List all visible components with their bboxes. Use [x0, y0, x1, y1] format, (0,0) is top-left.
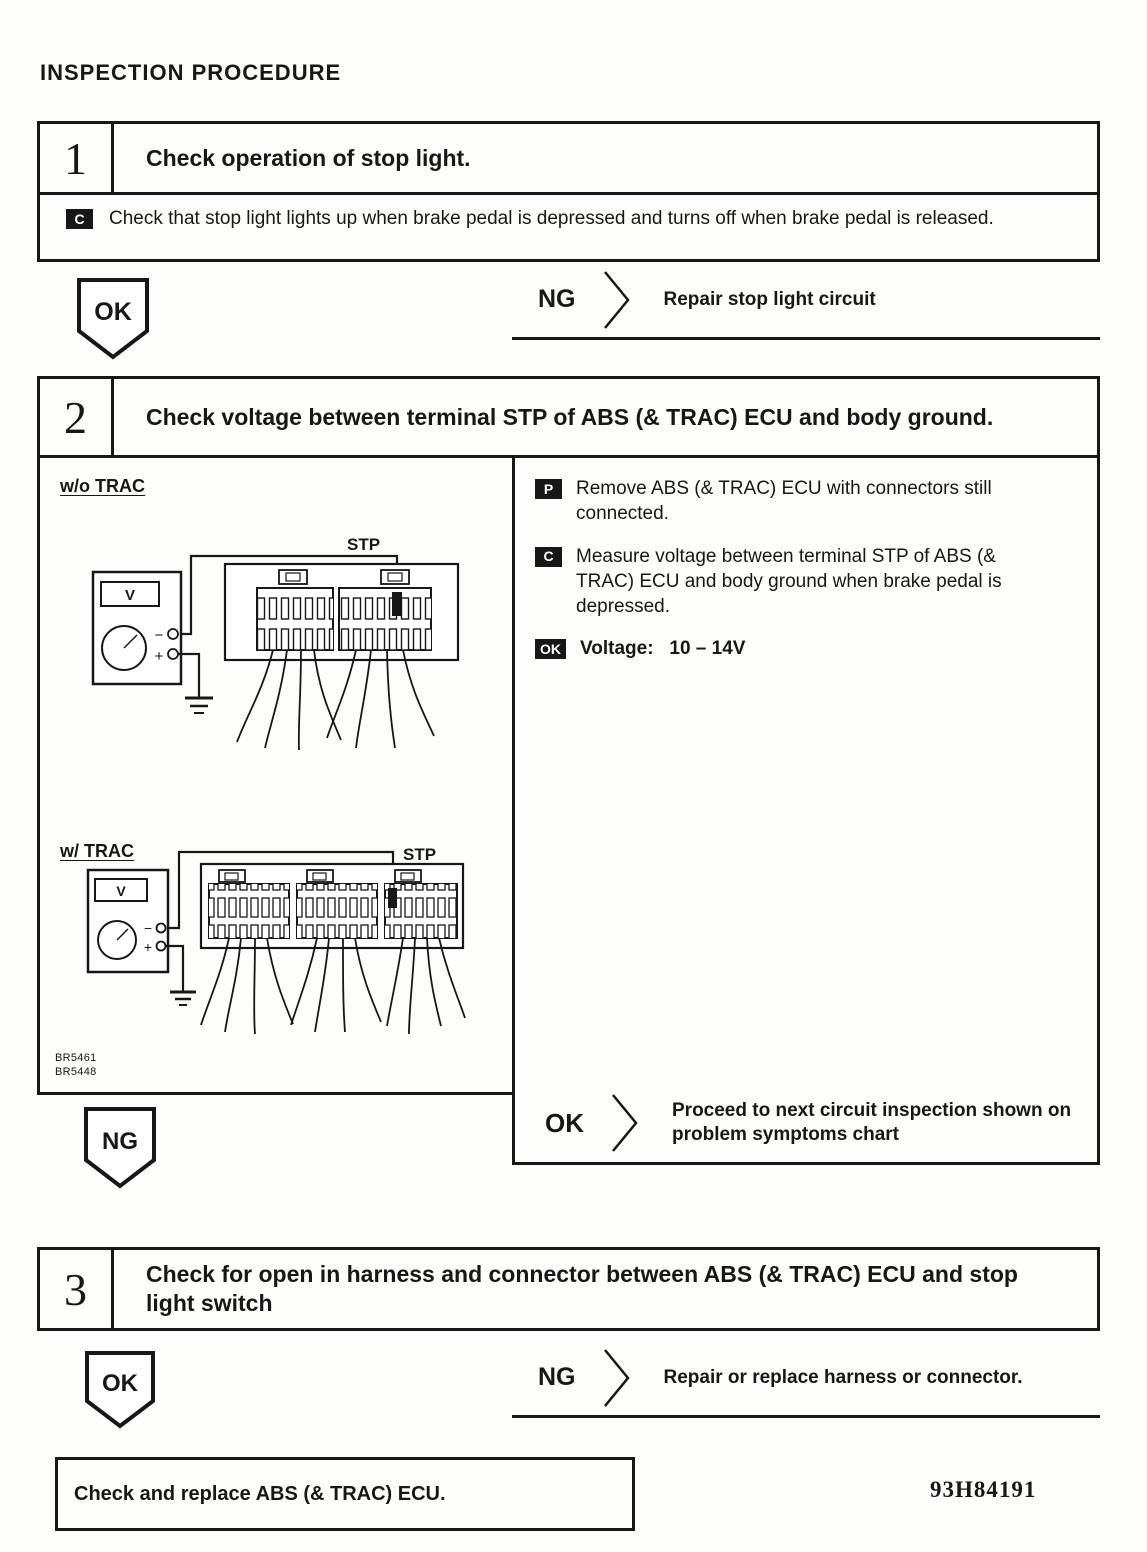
ng-action: Repair stop light circuit	[663, 288, 876, 310]
ok-arrow	[76, 277, 150, 366]
step-2-title: Check voltage between terminal STP of ABS (& TRAC) ECU and body ground.	[146, 403, 994, 430]
ecu-connector-icon	[201, 864, 463, 948]
voltmeter-icon	[88, 870, 168, 972]
step-1-box	[37, 121, 1100, 262]
ng-arrow-label: NG	[102, 1128, 138, 1155]
step-1-ng-row	[512, 262, 1100, 340]
stp-pin	[392, 592, 402, 616]
check-note	[535, 544, 1077, 620]
ok-arrow	[84, 1350, 156, 1435]
step-3-header	[40, 1250, 1097, 1328]
plus-sign: +	[143, 939, 153, 955]
ok-action: Proceed to next circuit inspection shown on problem symptoms chart	[672, 1100, 1072, 1145]
ng-arrow	[83, 1106, 157, 1195]
document-code: 93H84191	[930, 1477, 1037, 1502]
ok-arrow-label: OK	[94, 298, 132, 326]
step-1-header	[40, 124, 1097, 195]
wire-harness-icon	[237, 650, 434, 750]
voltmeter-v-label: V	[116, 883, 126, 899]
ng-action: Repair or replace harness or connector.	[663, 1366, 1023, 1388]
plus-sign: +	[154, 648, 164, 665]
final-action-text: Check and replace ABS (& TRAC) ECU.	[74, 1482, 446, 1505]
wire-harness-icon	[201, 938, 465, 1034]
ng-label: NG	[538, 1363, 576, 1391]
w-trac-diagram	[51, 840, 506, 1070]
ecu-connector-icon	[225, 564, 458, 660]
diagram-2-label: w/ TRAC	[60, 841, 134, 861]
figure-code-1: BR5461	[55, 1052, 97, 1064]
stp-terminal-label: STP	[403, 845, 437, 864]
final-action-box	[55, 1457, 635, 1531]
check-note-text: Check that stop light lights up when brake pedal is depressed and turns off when brake pedal is released.	[109, 208, 994, 229]
stp-terminal-label: STP	[347, 535, 381, 554]
ok-badge: OK	[535, 639, 566, 659]
step-3-number: 3	[40, 1250, 114, 1328]
stp-pin	[388, 888, 397, 908]
step-2-ok-row	[515, 1084, 1097, 1162]
ground-icon	[165, 946, 196, 1005]
ground-icon	[178, 654, 213, 713]
prepare-note-text: Remove ABS (& TRAC) ECU with connectors still connected.	[576, 478, 992, 525]
minus-sign: −	[143, 920, 153, 936]
diagram-1-label: w/o TRAC	[60, 476, 145, 496]
step-3-box	[37, 1247, 1100, 1331]
ok-arrow-label: OK	[102, 1370, 138, 1397]
step-2-box	[37, 376, 1100, 458]
step-1-check-note	[40, 195, 1097, 231]
ng-label: NG	[538, 285, 576, 313]
chevron-right-icon	[610, 1093, 640, 1153]
step-3-title: Check for open in harness and connector between ABS (& TRAC) ECU and stop light switch	[146, 1261, 1018, 1316]
step-3-ng-row	[512, 1340, 1100, 1418]
step-1-number: 1	[40, 124, 114, 192]
prepare-badge: P	[535, 479, 562, 499]
prepare-note	[535, 476, 1077, 527]
step-2-number: 2	[40, 379, 114, 455]
wo-trac-diagram	[51, 500, 506, 800]
step-2-instruction-panel	[512, 458, 1100, 1165]
check-badge: C	[535, 547, 562, 567]
step-2-header	[40, 379, 1097, 455]
voltmeter-icon	[93, 572, 181, 684]
ok-spec-note	[535, 636, 1077, 661]
ok-label: OK	[545, 1107, 584, 1138]
chevron-right-icon	[602, 270, 632, 330]
voltmeter-v-label: V	[124, 587, 136, 604]
ok-spec-text: Voltage: 10 – 14V	[580, 638, 746, 660]
check-note-text: Measure voltage between terminal STP of ABS (& TRAC) ECU and body ground when brake pedal is depressed.	[576, 545, 1002, 618]
figure-code-2: BR5448	[55, 1066, 97, 1078]
step-1-title: Check operation of stop light.	[146, 144, 471, 171]
chevron-right-icon	[602, 1348, 632, 1408]
minus-sign: −	[154, 627, 164, 644]
check-badge: C	[66, 209, 93, 229]
page-title: INSPECTION PROCEDURE	[40, 60, 342, 85]
step-2-diagram-panel	[37, 458, 512, 1095]
